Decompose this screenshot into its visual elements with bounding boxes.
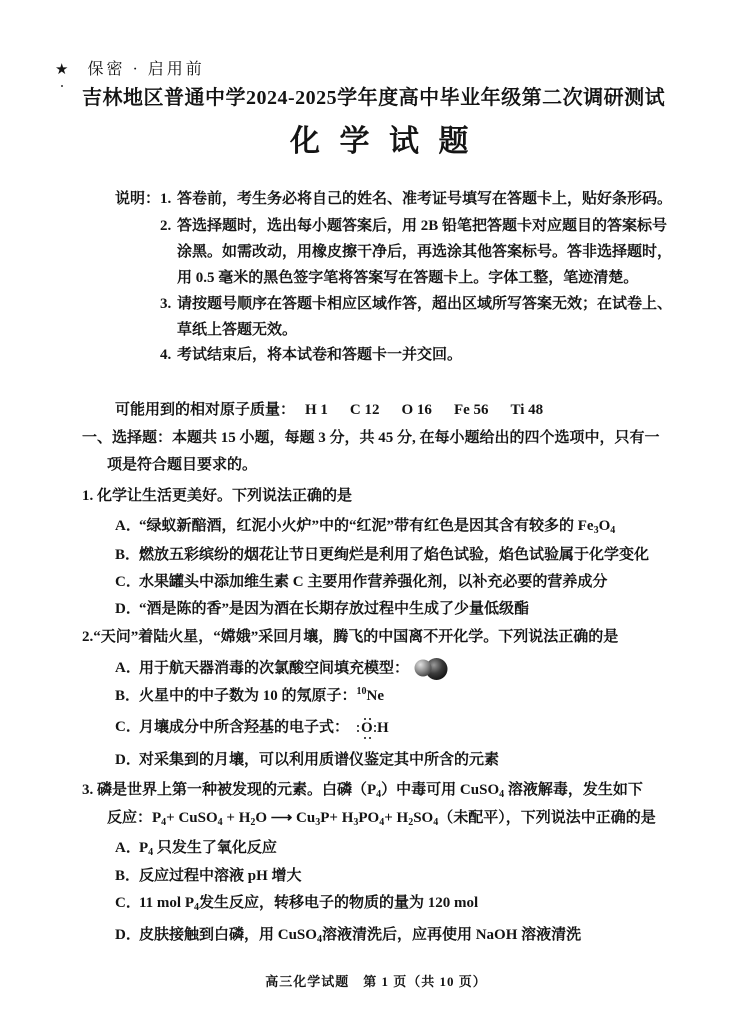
option-text <box>139 518 615 534</box>
text-run: Ne <box>366 688 385 704</box>
option-text <box>139 868 302 884</box>
option-text <box>139 574 607 590</box>
question-2-option-a <box>115 657 449 677</box>
oxygen-atom-sphere <box>415 660 432 677</box>
question-1-option-a <box>115 516 615 536</box>
question-2-option-d <box>115 750 499 770</box>
option-text <box>139 547 649 563</box>
text-run: P <box>139 840 149 856</box>
subscript: 3 <box>593 525 599 536</box>
option-label: A． <box>115 660 141 677</box>
text-run: SO <box>413 810 434 826</box>
instruction-number-2: 2. <box>160 218 172 234</box>
question-2-option-b <box>115 686 384 706</box>
electron-dot <box>374 725 376 727</box>
text-run: 用于航天器消毒的次氯酸空间填充模型： <box>139 660 410 677</box>
instruction-2-line-1: 答选择题时，选出每小题答案后，用 2B 铅笔把答题卡对应题目的答案标号 <box>177 218 668 234</box>
text-run: + H <box>222 810 251 826</box>
text-run: 月壤成分中所含羟基的电子式： <box>139 719 350 736</box>
text-run: 1. 化学让生活更美好。下列说法正确的是 <box>82 488 353 504</box>
question-3-stem-equation <box>107 808 656 828</box>
text-run: PO <box>358 810 380 826</box>
instruction-2-line-3: 用 0.5 毫米的黑色签字笔将答案写在答题卡上。字体工整，笔迹清楚。 <box>177 270 639 286</box>
option-label: C． <box>115 895 141 911</box>
option-text <box>139 895 478 911</box>
option-label: B． <box>115 868 141 884</box>
option-text <box>139 601 529 617</box>
atomic-mass-h: H 1 <box>305 402 328 418</box>
text-run: 发生反应，转移电子的物质的量为 120 mol <box>199 895 479 911</box>
text-run: “绿蚁新醅酒，红泥小火炉”中的“红泥”带有红色是因其含有较多的 Fe <box>139 518 594 534</box>
footer-subject: 高三化学试题 <box>265 974 350 989</box>
option-label: A． <box>115 840 141 856</box>
option-label: B． <box>115 547 141 563</box>
text-run: 3. 磷是世界上第一种被发现的元素。白磷（P <box>82 782 377 798</box>
instruction-3-line-1: 请按题号顺序在答题卡相应区域作答，超出区域所写答案无效；在试卷上、 <box>177 296 673 312</box>
star-icon: ★ <box>55 60 69 78</box>
exam-title: 吉林地区普通中学2024-2025学年度高中毕业年级第二次调研测试 <box>82 87 666 109</box>
electron-dot <box>374 730 376 732</box>
atomic-mass-label: 可能用到的相对原子质量： <box>115 402 296 418</box>
oxygen-symbol: O <box>361 720 373 736</box>
instruction-2-line-2: 涂黑。如需改动，用橡皮擦干净后，再选涂其他答案标号。答非选择题时， <box>177 244 673 260</box>
subscript: 4 <box>217 817 223 828</box>
text-run: 火星中的中子数为 10 的氖原子： <box>139 688 357 704</box>
option-text <box>139 688 384 704</box>
instruction-3-line-2: 草纸上答题无效。 <box>177 322 298 338</box>
hydroxyl-electron-formula <box>355 717 389 739</box>
option-text <box>139 927 581 943</box>
text-run: O <box>598 518 611 534</box>
subscript: 4 <box>610 525 616 536</box>
text-run: 2.“天问”着陆火星，“嫦娥”采回月壤，腾飞的中国离不开化学。下列说法正确的是 <box>82 629 619 645</box>
text-run: 皮肤接触到白磷，用 CuSO <box>139 927 317 943</box>
page-footer <box>0 973 752 991</box>
text-run: + H <box>384 810 409 826</box>
subscript: 4 <box>161 817 167 828</box>
text-run: 溶液清洗后，应再使用 NaOH 溶液清洗 <box>321 927 582 943</box>
subscript: 4 <box>194 902 199 913</box>
instruction-4-line-1: 考试结束后，将本试卷和答题卡一并交回。 <box>177 347 463 363</box>
option-label: D． <box>115 752 141 768</box>
electron-dot <box>369 737 371 739</box>
option-label: B． <box>115 688 141 704</box>
subscript: 4 <box>376 789 382 800</box>
text-run: + CuSO <box>166 810 218 826</box>
subscript: 4 <box>499 789 505 800</box>
text-run: 燃放五彩缤纷的烟花让节日更绚烂是利用了焰色试验，焰色试验属于化学变化 <box>139 547 650 563</box>
text-run: 反应过程中溶液 pH 增大 <box>139 868 302 884</box>
option-text <box>139 840 277 856</box>
text-run: 溶液解毒，发生如下 <box>504 782 643 798</box>
hclo-space-filling-model <box>413 657 449 681</box>
question-2-option-c <box>115 717 389 737</box>
option-label: D． <box>115 927 141 943</box>
question-3-option-c <box>115 893 478 913</box>
instruction-1-line-1: 答卷前，考生务必将自己的姓名、准考证号填写在答题卡上，贴好条形码。 <box>177 191 673 207</box>
text-run: P+ H <box>320 810 354 826</box>
subscript: 2 <box>250 817 256 828</box>
question-1-stem <box>82 486 352 506</box>
subscript: 4 <box>433 817 439 828</box>
subscript: 4 <box>379 817 385 828</box>
text-run: 11 mol P <box>139 895 194 911</box>
atomic-mass-c: C 12 <box>349 402 380 418</box>
option-text <box>139 660 409 676</box>
electron-dot <box>357 730 359 732</box>
instruction-number-1: 1. <box>160 191 172 207</box>
question-3-stem <box>82 780 643 800</box>
text-run: 水果罐头中添加维生素 C 主要用作营养强化剂，以补充必要的营养成分 <box>139 574 608 590</box>
option-label: A． <box>115 518 141 534</box>
atomic-mass-fe: Fe 56 <box>453 402 489 418</box>
instructions-label: 说明： <box>115 191 161 207</box>
question-2-stem <box>82 627 618 647</box>
text-run: 对采集到的月壤，可以利用质谱仪鉴定其中所含的元素 <box>139 752 500 768</box>
text-run: 只发生了氧化反应 <box>153 840 277 856</box>
question-1-option-b <box>115 545 649 565</box>
confidential-line <box>55 58 205 80</box>
option-text <box>139 752 499 768</box>
question-3-option-a <box>115 838 277 858</box>
atomic-mass-ti: Ti 48 <box>510 402 544 418</box>
instruction-number-3: 3. <box>160 296 172 312</box>
section-1-heading-continued: 项是符合题目要求的。 <box>107 457 258 473</box>
question-3-option-d <box>115 925 581 945</box>
hydrogen-symbol: H <box>377 720 389 736</box>
electron-dot <box>364 737 366 739</box>
text-run: 反应：P <box>107 810 162 826</box>
option-label: C． <box>115 719 141 736</box>
option-label: C． <box>115 574 141 590</box>
option-label: D． <box>115 601 141 617</box>
option-text <box>139 719 349 735</box>
question-1-option-c <box>115 572 607 592</box>
section-1-heading: 一、选择题：本题共 15 小题，每题 3 分，共 45 分, 在每小题给出的四个选项中，只有一 <box>82 430 660 446</box>
subject-title: 化 学 试 题 <box>290 125 475 158</box>
subscript: 2 <box>408 817 414 828</box>
text-run: （未配平），下列说法中正确的是 <box>438 810 656 826</box>
electron-dot <box>357 725 359 727</box>
subscript: 4 <box>148 847 154 858</box>
footer-page-number: 第 1 页（共 10 页） <box>363 974 487 989</box>
question-1-option-d <box>115 599 529 619</box>
subscript: 3 <box>315 817 321 828</box>
question-3-option-b <box>115 866 302 886</box>
subscript: 4 <box>316 934 322 945</box>
superscript: 10 <box>356 686 367 697</box>
text-run: O ⟶ Cu <box>255 810 316 826</box>
instruction-number-4: 4. <box>160 347 172 363</box>
margin-mark <box>61 85 63 87</box>
subscript: 3 <box>353 817 359 828</box>
text-run: ）中毒可用 CuSO <box>381 782 500 798</box>
atomic-mass-list <box>305 400 543 420</box>
atomic-mass-o: O 16 <box>401 402 432 418</box>
confidential-label: 保密 · 启用前 <box>87 61 205 78</box>
text-run: “酒是陈的香”是因为酒在长期存放过程中生成了少量低级酯 <box>139 601 530 617</box>
